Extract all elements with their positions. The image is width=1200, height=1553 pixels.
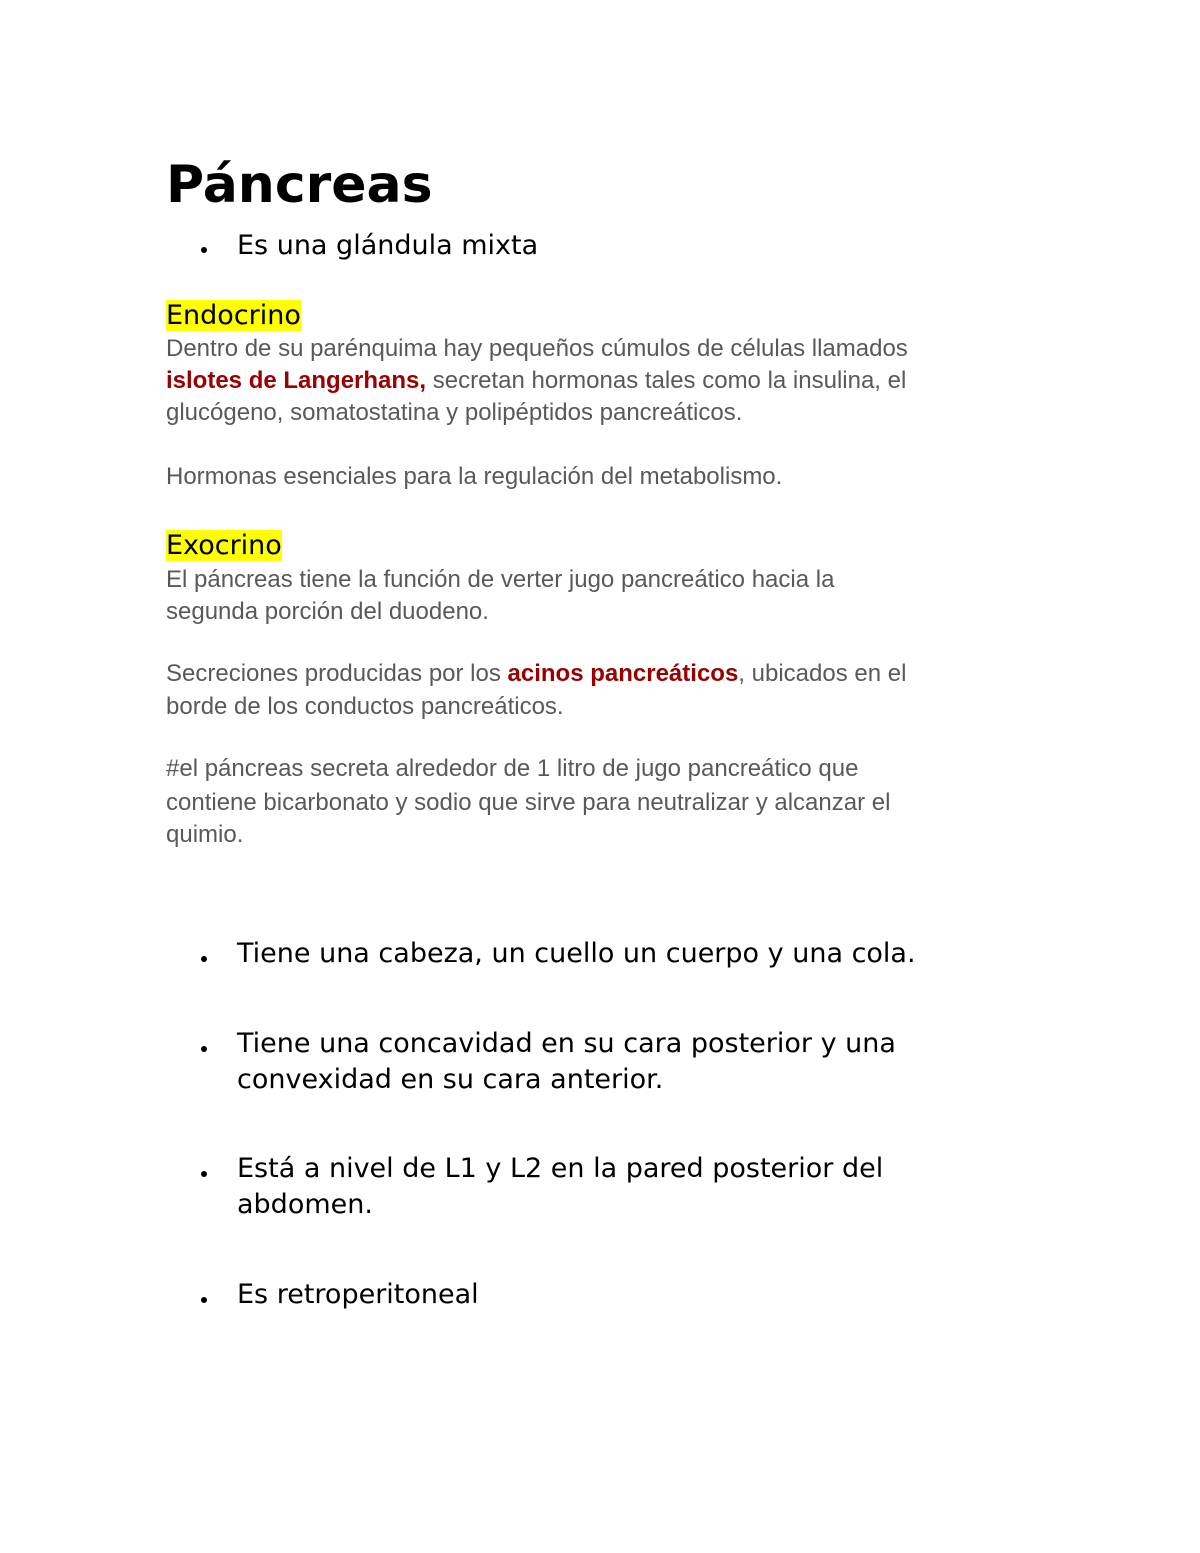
secreciones-line-1: Secreciones producidas por los acinos pancreáticos, ubicados en el [166,660,907,687]
hash-line-1: #el páncreas secreta alrededor de 1 litro de jugo pancreático que [166,755,859,782]
endocrino-line-1: Dentro de su parénquima hay pequeños cúmulos de células llamados [166,335,908,362]
hash-line-3: quimio. [166,821,244,848]
exocrino-heading: Exocrino [166,530,282,561]
endocrino-heading: Endocrino [166,300,301,331]
acinos-highlight: acinos pancreáticos [507,660,739,687]
page-title: Páncreas [166,155,433,215]
document-page: Páncreas Es una glándula mixta Endocrino Dentro de su parénquima hay pequeños cúmulos de células llamados islotes de Langerhans, secretan hormonas tales como la insulina, el glucógeno, somatostatina y polipéptidos pancreáticos. Hormonas esenciales para la regulación del metabolismo. Exocrino El páncreas tiene la función de verter jugo pancreático hacia la segunda porción del duodeno. Secreciones producidas por los acinos pancreáticos, ubicados en el borde de los conductos pancreáticos. #el páncreas secreta alrededor de 1 litro de jugo pancreático que contiene bicarbonato y sodio que sirve para neutralizar y alcanzar el quimio. Tiene una cabeza, un cuello un cuerpo y una cola. Tiene una concavidad en su cara posterior y una convexidad en su cara anterior. Está a nivel de L1 y L2 en la pared posterior del abdomen. Es retroperitoneal [0,0,1200,1553]
exocrino-line-2: segunda porción del duodeno. [166,598,489,625]
bullet-dot-icon [201,247,207,253]
bullet-dot-icon [201,1297,207,1303]
endocrino-line-2 [166,365,906,397]
exocrino-line-1: El páncreas tiene la función de verter jugo pancreático hacia la [166,566,835,593]
secreciones-line-2: borde de los conductos pancreáticos. [166,693,564,720]
bullet-dot-icon [201,1046,207,1052]
bullet-dot-icon [201,956,207,962]
islotes-highlight: islotes de Langerhans, [166,367,427,394]
hash-line-2: contiene bicarbonato y sodio que sirve para neutralizar y alcanzar el [166,789,891,816]
endocrino-line-2-rest: secretan hormonas tales como la insulina, el [426,367,907,394]
intro-bullet-text: Es una glándula mixta [237,230,539,261]
bullet-dot-icon [201,1171,207,1177]
endocrino-note: Hormonas esenciales para la regulación del metabolismo. [166,463,783,490]
endocrino-line-3: glucógeno, somatostatina y polipéptidos pancreáticos. [166,399,743,426]
